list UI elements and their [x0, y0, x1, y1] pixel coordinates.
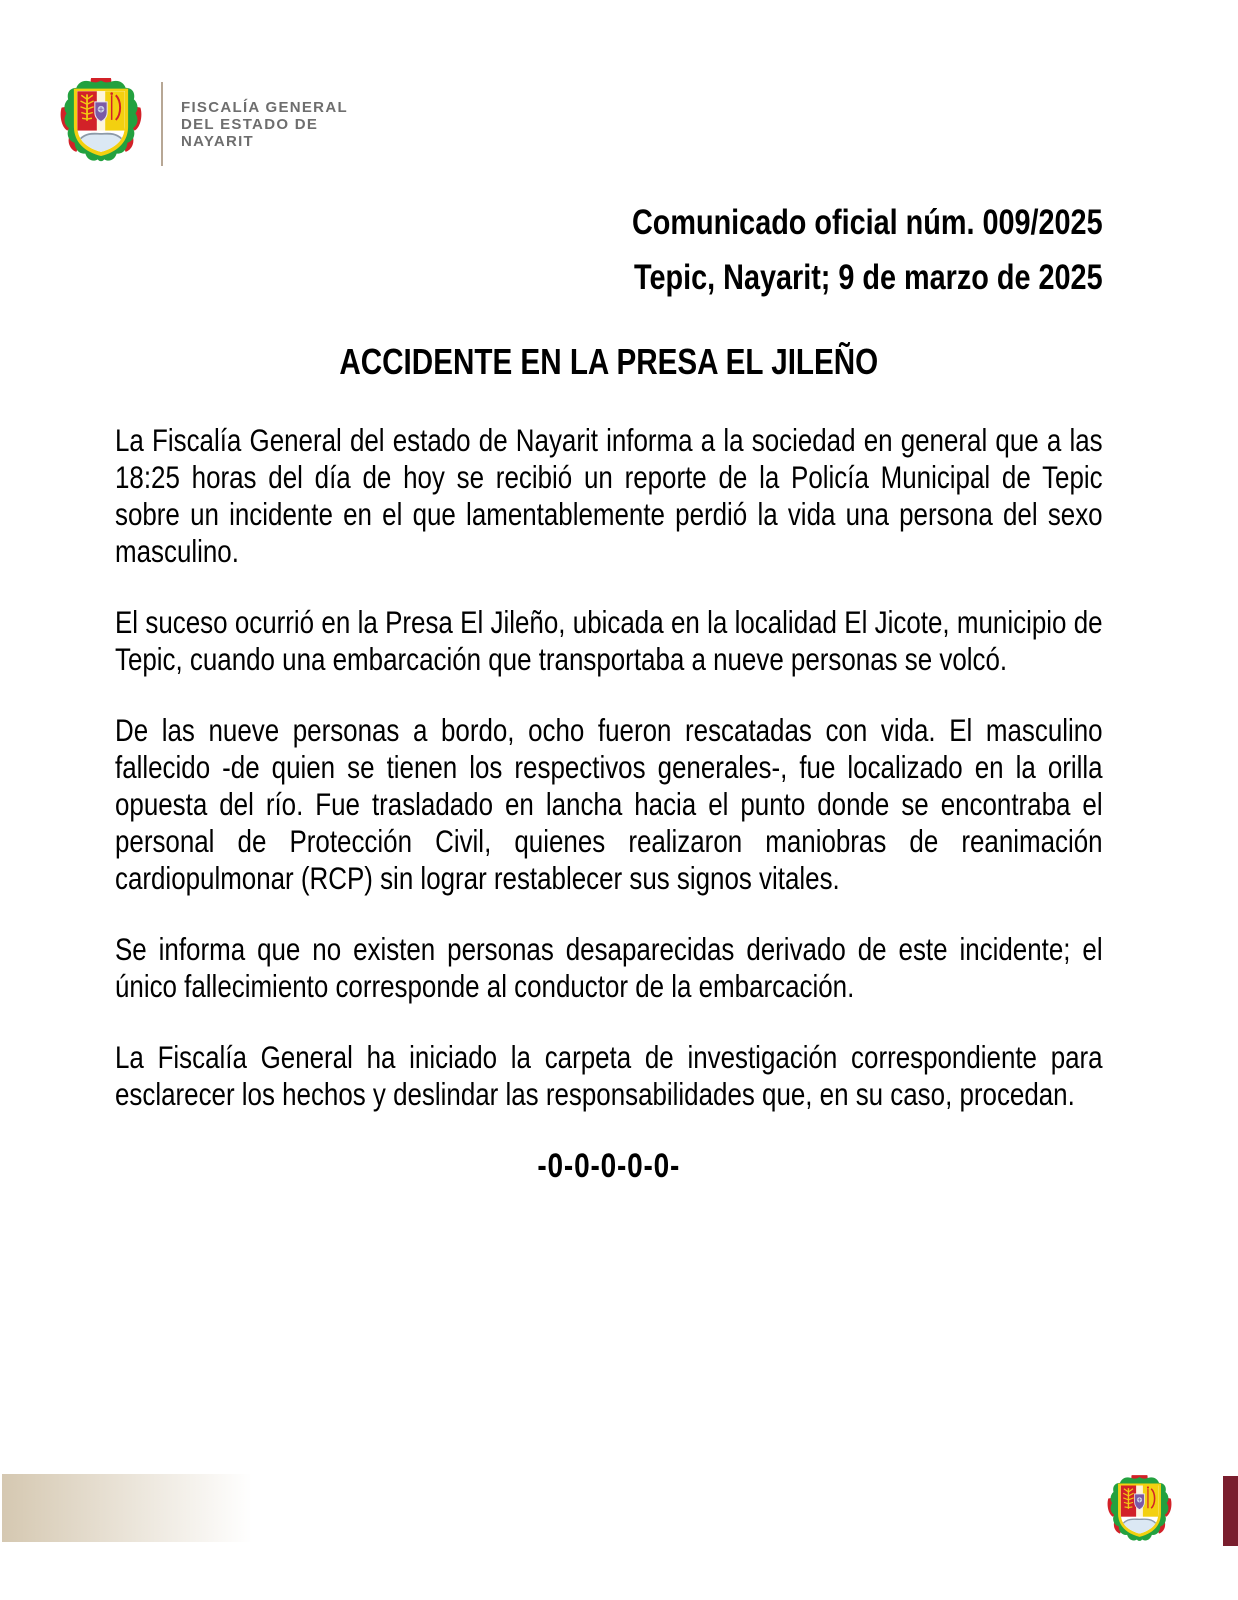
agency-name-line: FISCALÍA GENERAL — [181, 98, 348, 116]
document-body — [115, 203, 1103, 1185]
dateline: Tepic, Nayarit; 9 de marzo de 2025 — [634, 258, 1103, 297]
agency-name-line: DEL ESTADO DE — [181, 115, 319, 133]
logo-divider — [161, 82, 163, 166]
paragraph-1: La Fiscalía General del estado de Nayarit informa a la sociedad en general que a las 18:25 horas del día de hoy se recibió un reporte de la Policía Municipal de Tepic sobre un incidente en el que lamentablemente perdió la vida una persona del sexo masculino. — [115, 422, 1103, 569]
paragraph-2: El suceso ocurrió en la Presa El Jileño, ubicada en la localidad El Jicote, municipio de Tepic, cuando una embarcación que transportaba a nueve personas se volcó. — [115, 604, 1103, 677]
footer-gradient-bar — [2, 1474, 252, 1542]
paragraph-3: De las nueve personas a bordo, ocho fueron rescatadas con vida. El masculino fallecido -de quien se tienen los respectivos generales-, fue localizado en la orilla opuesta del río. Fue trasladado en lancha hacia el punto donde se encontraba el personal de Protección Civil, quienes realizaron maniobras de reanimación cardiopulmonar (RCP) sin lograr restablecer sus signos vitales. — [115, 712, 1103, 896]
agency-name — [181, 99, 348, 150]
headline: ACCIDENTE EN LA PRESA EL JILEÑO — [339, 341, 879, 382]
header-brand-block — [59, 78, 348, 170]
footer-accent-bar — [1223, 1476, 1238, 1546]
communique-number: Comunicado oficial núm. 009/2025 — [631, 203, 1103, 242]
nayarit-crest-icon — [59, 78, 143, 170]
paragraph-4: Se informa que no existen personas desaparecidas derivado de este incidente; el único fallecimiento corresponde al conductor de la embarcación. — [115, 931, 1103, 1004]
paragraph-5: La Fiscalía General ha iniciado la carpeta de investigación correspondiente para esclarecer los hechos y deslindar las responsabilidades que, en su caso, procedan. — [115, 1039, 1103, 1112]
agency-name-line: NAYARIT — [181, 132, 255, 150]
footer-nayarit-crest-icon — [1107, 1475, 1172, 1548]
closing-mark: -0-0-0-0-0- — [537, 1147, 681, 1185]
